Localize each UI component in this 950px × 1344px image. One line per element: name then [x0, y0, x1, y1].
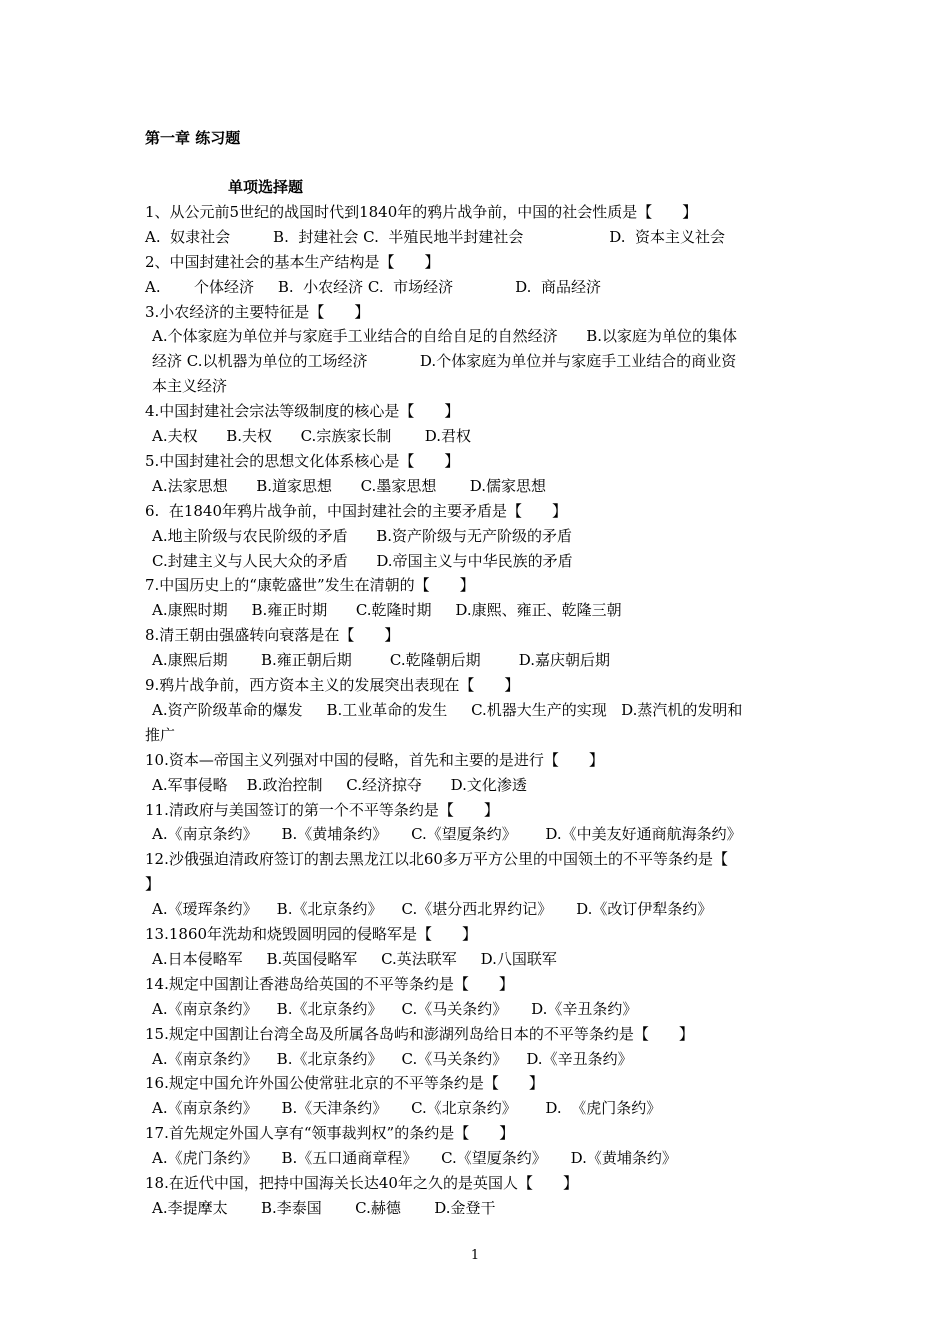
option-line: A.资产阶级革命的爆发 B.工业革命的发生 C.机器大生产的实现 D.蒸汽机的发明和 — [152, 701, 743, 719]
option-line: A.《南京条约》 B.《黄埔条约》 C.《望厦条约》 D.《中美友好通商航海条约》 — [152, 825, 742, 843]
question-text: 4.中国封建社会宗法等级制度的核心是【 】 — [145, 402, 460, 420]
option-line: A.《南京条约》 B.《北京条约》 C.《马关条约》 D.《辛丑条约》 — [152, 1000, 638, 1018]
question-text: 14.规定中国割让香港岛给英国的不平等条约是【 】 — [145, 975, 514, 993]
question-text: 15.规定中国割让台湾全岛及所属各岛屿和澎湖列岛给日本的不平等条约是【 】 — [145, 1025, 694, 1043]
option-line: A. 个体经济 B. 小农经济 C. 市场经济 D. 商品经济 — [145, 278, 601, 296]
question-text: 12.沙俄强迫清政府签订的割去黑龙江以北60多万平方公里的中国领土的不平等条约是【 — [145, 850, 728, 868]
question-text: 9.鸦片战争前，西方资本主义的发展突出表现在【 】 — [145, 676, 520, 694]
question-text: 18.在近代中国，把持中国海关长达40年之久的是英国人【 】 — [145, 1174, 578, 1192]
option-line: A.康熙后期 B.雍正朝后期 C.乾隆朝后期 D.嘉庆朝后期 — [152, 651, 611, 669]
question-text: 11.清政府与美国签订的第一个不平等条约是【 】 — [145, 801, 499, 819]
option-line: A.军事侵略 B.政治控制 C.经济掠夺 D.文化渗透 — [152, 776, 527, 794]
option-line: A.康熙时期 B.雍正时期 C.乾隆时期 D.康熙、雍正、乾隆三朝 — [152, 601, 622, 619]
question-text: 8.清王朝由强盛转向衰落是在【 】 — [145, 626, 400, 644]
option-line: A.《瑷珲条约》 B.《北京条约》 C.《堪分西北界约记》 D.《改订伊犁条约》 — [152, 900, 713, 918]
question-text: 7.中国历史上的“康乾盛世”发生在清朝的【 】 — [145, 576, 475, 594]
option-line: A.地主阶级与农民阶级的矛盾 B.资产阶级与无产阶级的矛盾 — [152, 527, 573, 545]
option-line: 本主义经济 — [152, 377, 228, 395]
option-line: 】 — [145, 875, 161, 893]
option-line: A.李提摩太 B.李泰国 C.赫德 D.金登干 — [152, 1199, 496, 1217]
option-line: A.个体家庭为单位并与家庭手工业结合的自给自足的自然经济 B.以家庭为单位的集体 — [152, 327, 738, 345]
question-text: 17.首先规定外国人享有“领事裁判权”的条约是【 】 — [145, 1124, 515, 1142]
question-text: 10.资本—帝国主义列强对中国的侵略，首先和主要的是进行【 】 — [145, 751, 604, 769]
option-line: 经济 C.以机器为单位的工场经济 D.个体家庭为单位并与家庭手工业结合的商业资 — [152, 352, 737, 370]
chapter-title: 第一章 练习题 — [145, 129, 241, 147]
option-line: C.封建主义与人民大众的矛盾 D.帝国主义与中华民族的矛盾 — [152, 552, 573, 570]
option-line: A. 奴隶社会 B. 封建社会 C. 半殖民地半封建社会 D. 资本主义社会 — [145, 228, 726, 246]
question-text: 5.中国封建社会的思想文化体系核心是【 】 — [145, 452, 460, 470]
option-line: A.夫权 B.夫权 C.宗族家长制 D.君权 — [152, 427, 471, 445]
question-text: 16.规定中国允许外国公使常驻北京的不平等条约是【 】 — [145, 1074, 544, 1092]
page-number: 1 — [470, 1248, 480, 1263]
option-line: A.《南京条约》 B.《北京条约》 C.《马关条约》 D.《辛丑条约》 — [152, 1050, 633, 1068]
option-line: A.《南京条约》 B.《天津条约》 C.《北京条约》 D. 《虎门条约》 — [152, 1099, 662, 1117]
question-text: 1、从公元前5世纪的战国时代到1840年的鸦片战争前，中国的社会性质是【 】 — [145, 203, 698, 221]
question-text: 2、中国封建社会的基本生产结构是【 】 — [145, 253, 440, 271]
question-text: 6. 在1840年鸦片战争前，中国封建社会的主要矛盾是【 】 — [145, 502, 568, 520]
option-line: A.日本侵略军 B.英国侵略军 C.英法联军 D.八国联军 — [152, 950, 557, 968]
option-line: A.《虎门条约》 B.《五口通商章程》 C.《望厦条约》 D.《黄埔条约》 — [152, 1149, 677, 1167]
option-line: A.法家思想 B.道家思想 C.墨家思想 D.儒家思想 — [152, 477, 546, 495]
question-text: 3.小农经济的主要特征是【 】 — [145, 303, 370, 321]
question-text: 13.1860年洗劫和烧毁圆明园的侵略军是【 】 — [145, 925, 478, 943]
section-title: 单项选择题 — [228, 178, 304, 196]
option-line: 推广 — [145, 726, 176, 744]
